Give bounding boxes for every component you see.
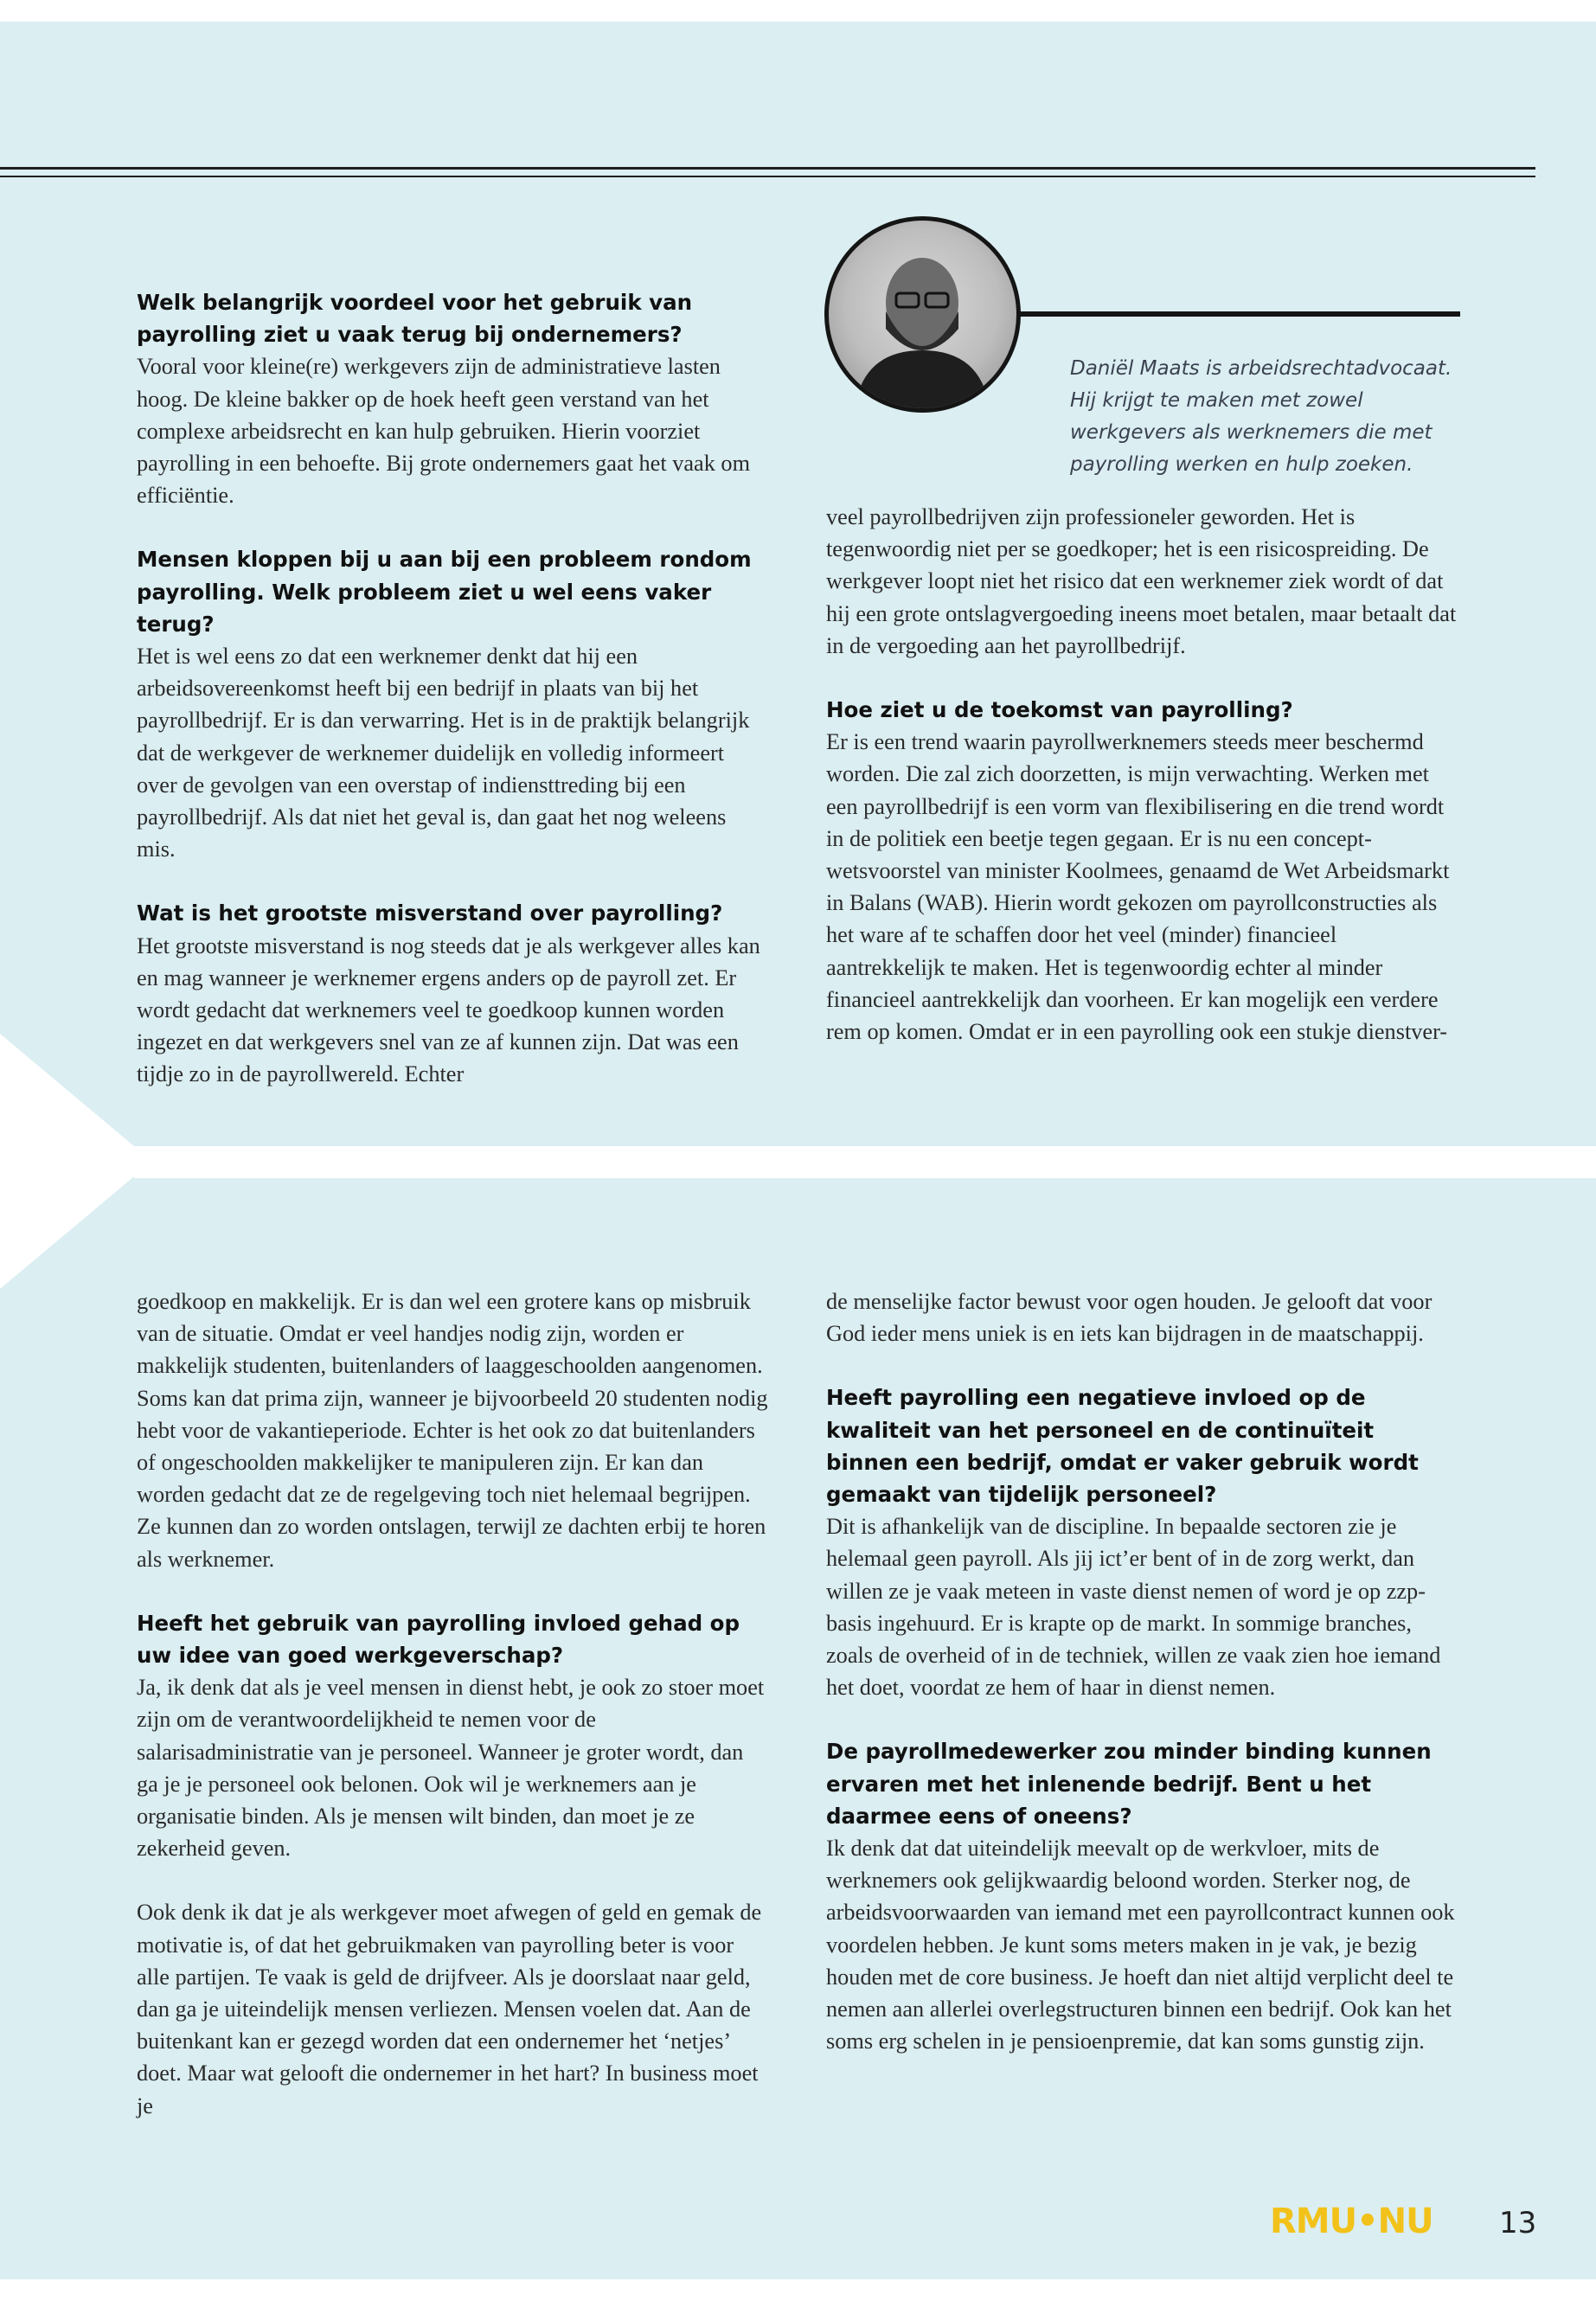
page-number: 13: [1499, 2206, 1537, 2240]
paragraph-gap: [137, 1864, 768, 1896]
answer-paragraph: Het is wel eens zo dat een werknemer denkt dat hij een arbeidsovereenkomst heeft bij een bedrijf in plaats van bij het payrollbedrijf. Er is dan verwarring. Het is in de praktijk belangrijk dat de werkgever de werknemer duidelijk en volledig informeert over de gevolgen van een overstap of indiensttreding bij een payrollbedrijf. Als dat niet het geval is, dan gaat het nog weleens mis.: [137, 644, 750, 862]
answer-paragraph: Het grootste misverstand is nog steeds dat je als werkgever alles kan en mag wanneer je werknemer ergens anders op de payroll zet. Er wordt gedacht dat werknemers veel te goedkoop kunnen worden ingezet en dat werkgevers snel van ze af kunnen zijn. Dat was een tijdje zo in de payrollwereld. Echter: [137, 933, 760, 1087]
question-heading: Heeft payrolling een negatieve invloed op de kwaliteit van het personeel en de continuïteit binnen een bedrijf, omdat er vaker gebruik wordt gemaakt van tijdelijk personeel?: [826, 1385, 1419, 1508]
question-heading: Wat is het grootste misverstand over payrolling?: [137, 901, 723, 926]
answer-paragraph: de menselijke factor bewust voor ogen houden. Je gelooft dat voor God ieder mens uniek is en iets kan bijdragen in de maatschappij.: [826, 1289, 1433, 1347]
question-heading: Mensen kloppen bij u aan bij een probleem rondom payrolling. Welk probleem ziet u wel eens vaker terug?: [137, 547, 752, 637]
question-heading: Welk belangrijk voordeel voor het gebruik van payrolling ziet u vaak terug bij ondernemers?: [137, 290, 693, 348]
paragraph-gap: [826, 662, 1458, 694]
answer-paragraph: Er is een trend waarin payrollwerknemers steeds meer beschermd worden. Die zal zich doorzetten, is mijn verwachting. Werken met een payrollbedrijf is een vorm van flexibilisering en die trend wordt in de politiek een beetje tegen gegaan. Er is nu een concept-wetsvoorstel van minister Koolmees, genaamd de Wet Arbeidsmarkt in Balans (WAB). Hierin wordt gekozen om payrollconstructies als het ware af te schaffen door het veel (minder) financieel aantrekkelijk te maken. Het is tegenwoordig echter al minder financieel aantrekkelijk dan voorheen. Er kan mogelijk een verdere rem op komen. Omdat er in een payrolling ook een stukje dienstver-: [826, 729, 1450, 1045]
question-heading: De payrollmedewerker zou minder binding kunnen ervaren met het inlenende bedrijf. Bent u het daarmee eens of oneens?: [826, 1739, 1432, 1829]
portrait-photo: [824, 216, 1021, 413]
paragraph-gap: [826, 1349, 1458, 1381]
header-rule-bottom: [0, 176, 1535, 177]
answer-paragraph: veel payrollbedrijven zijn professioneler geworden. Het is tegenwoordig niet per se goedkoper; het is een risicospreiding. De werkgever loopt niet het risico dat een werknemer ziek wordt of dat hij een grote ontslagvergoeding ineens moet betalen, maar betaalt dat in de vergoeding aan het payrollbedrijf.: [826, 504, 1457, 658]
column-left-bottom: [137, 1285, 768, 2122]
paragraph-gap: [137, 511, 768, 543]
paragraph-gap: [137, 1575, 768, 1607]
answer-paragraph: Ja, ik denk dat als je veel mensen in dienst hebt, je ook zo stoer moet zijn om de verantwoordelijkheid te nemen voor de salarisadministratie van je personeel. Wanneer je groter wordt, dan ga je je personeel ook belonen. Ook wil je werknemers aan je organisatie binden. Als je mensen wilt binden, dan moet je ze zekerheid geven.: [137, 1675, 765, 1862]
paragraph-gap: [826, 1703, 1458, 1735]
portrait-caption: Daniël Maats is arbeidsrechtadvocaat. Hij krijgt te maken met zowel werkgevers als werknemers die met payrolling werken en hulp zoeken.: [1070, 357, 1452, 476]
answer-paragraph: Vooral voor kleine(re) werkgevers zijn de administratieve lasten hoog. De kleine bakker op de hoek heeft geen verstand van het complexe arbeidsrecht en kan hulp gebruiken. Hierin voorziet payrolling in een behoefte. Bij grote ondernemers gaat het vaak om efficiëntie.: [137, 354, 751, 509]
question-heading: Heeft het gebruik van payrolling invloed gehad op uw idee van goed werkgeverschap?: [137, 1610, 740, 1669]
answer-paragraph: Ook denk ik dat je als werkgever moet afwegen of geld en gemak de motivatie is, of dat het gebruikmaken van payrolling beter is voor alle partijen. Te vaak is geld de drijfveer. Als je doorslaat naar geld, dan ga je uiteindelijk mensen verliezen. Mensen voelen dat. Aan de buitenkant kan er gezegd worden dat een ondernemer het ‘netjes’ doet. Maar wat gelooft die ondernemer in het hart? In business moet je: [137, 1900, 762, 2118]
column-right-bottom: [826, 1285, 1458, 2057]
column-right-top: [826, 501, 1458, 1048]
question-heading: Hoe ziet u de toekomst van payrolling?: [826, 697, 1293, 723]
caption-rule: [1019, 311, 1460, 317]
person-silhouette-icon: [829, 221, 1016, 408]
answer-paragraph: goedkoop en makkelijk. Er is dan wel een grotere kans op misbruik van de situatie. Omdat er veel handjes nodig zijn, worden er makkelijk studenten, buitenlanders of laaggeschoolden aangenomen. Soms kan dat prima zijn, wanneer je bijvoorbeeld 20 studenten nodig hebt voor de vakantieperiode. Echter is het ook zo dat buitenlanders of ongeschoolden makkelijker te manipuleren zijn. Er kan dan worden gedacht dat ze de regelgeving toch niet helemaal begrijpen. Ze kunnen dan zo worden ontslagen, terwijl ze dachten erbij te horen als werknemer.: [137, 1289, 768, 1572]
answer-paragraph: Dit is afhankelijk van de discipline. In bepaalde sectoren zie je helemaal geen payroll. Als jij ict’er bent of in de zorg werkt, dan willen ze je vaak meteen in vaste dienst nemen of word je op zzp-basis ingehuurd. Er is krapte op de markt. In sommige branches, zoals de overheid of in de techniek, willen ze vaak zien hoe iemand het doet, voordat ze hem of haar in dienst nemen.: [826, 1514, 1441, 1701]
paragraph-gap: [137, 865, 768, 897]
answer-paragraph: Ik denk dat dat uiteindelijk meevalt op de werkvloer, mits de werknemers ook gelijkwaardig beloond worden. Sterker nog, de arbeidsvoorwaarden van iemand met een payrollcontract kunnen ook voordelen hebben. Je kunt soms meters maken in je vak, je bezig houden met de core business. Je hoeft dan niet altijd verplicht deel te nemen aan allerlei overlegstructuren binnen een bedrijf. Ook kan het soms erg schelen in je pensioenpremie, dat kan soms gunstig zijn.: [826, 1836, 1455, 2054]
rmu-nu-logo: RMU•NU: [1270, 2202, 1433, 2241]
header-rule-top: [0, 167, 1535, 170]
column-left-top: [137, 286, 768, 1091]
